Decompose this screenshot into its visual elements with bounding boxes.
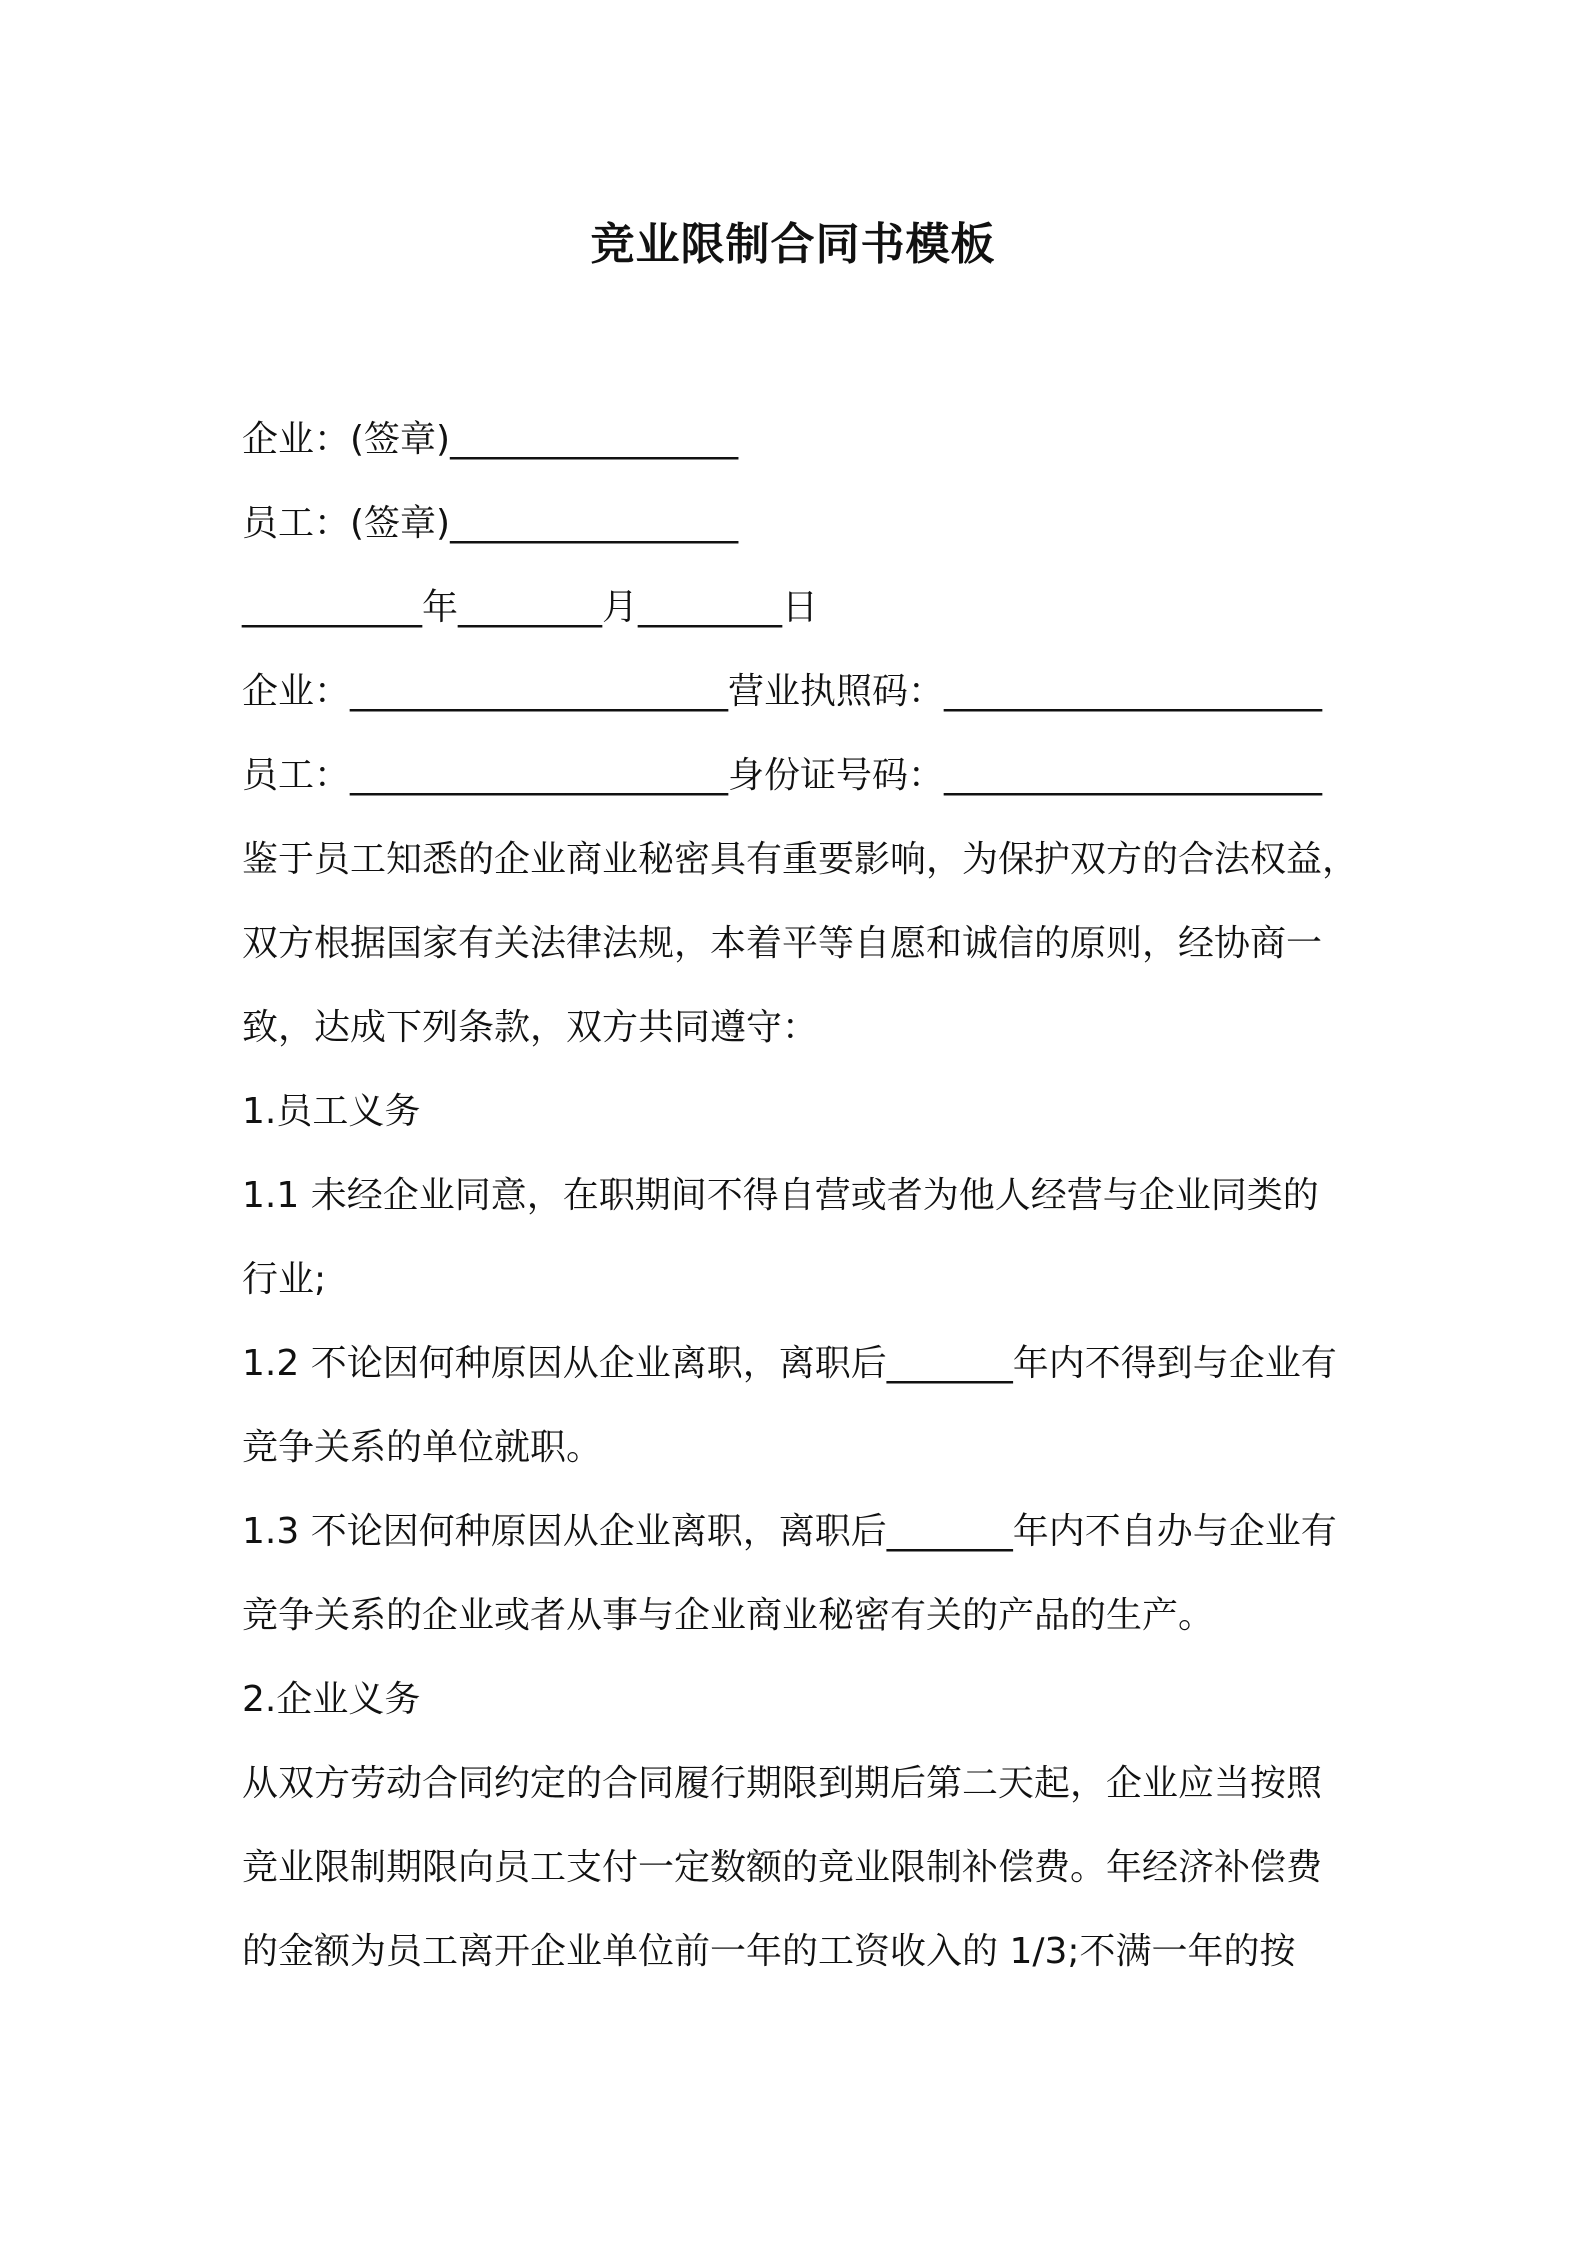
clause-1-2-line-1: 1.2 不论因何种原因从企业离职，离职后_______年内不得到与企业有 bbox=[242, 1343, 1337, 1384]
preamble-line-3: 致，达成下列条款，双方共同遵守： bbox=[242, 1007, 819, 1048]
clause-1-1-line-2: 行业; bbox=[242, 1259, 327, 1300]
document-title: 竞业限制合同书模板 bbox=[590, 219, 996, 270]
employee-signature-line: 员工：(签章)________________ bbox=[242, 503, 739, 544]
section-2-line-3: 的金额为员工离开企业单位前一年的工资收入的 1/3;不满一年的按 bbox=[242, 1931, 1296, 1972]
preamble-line-1: 鉴于员工知悉的企业商业秘密具有重要影响，为保护双方的合法权益， bbox=[242, 839, 1359, 880]
section-2-heading: 2.企业义务 bbox=[242, 1679, 421, 1720]
clause-1-3-line-1: 1.3 不论因何种原因从企业离职，离职后_______年内不自办与企业有 bbox=[242, 1511, 1337, 1552]
section-2-line-1: 从双方劳动合同约定的合同履行期限到期后第二天起，企业应当按照 bbox=[242, 1763, 1323, 1804]
clause-1-2-line-2: 竞争关系的单位就职。 bbox=[242, 1427, 603, 1468]
date-line: __________年________月________日 bbox=[242, 587, 818, 628]
clause-1-1-line-1: 1.1 未经企业同意，在职期间不得自营或者为他人经营与企业同类的 bbox=[242, 1175, 1319, 1216]
section-2-line-2: 竞业限制期限向员工支付一定数额的竞业限制补偿费。年经济补偿费 bbox=[242, 1847, 1323, 1888]
company-signature-line: 企业：(签章)________________ bbox=[242, 419, 739, 460]
clause-1-3-line-2: 竞争关系的企业或者从事与企业商业秘密有关的产品的生产。 bbox=[242, 1595, 1215, 1636]
company-license-line: 企业：_____________________营业执照码：_____________________ bbox=[242, 671, 1323, 712]
employee-id-line: 员工：_____________________身份证号码：_____________________ bbox=[242, 755, 1323, 796]
section-1-heading: 1.员工义务 bbox=[242, 1091, 421, 1132]
preamble-line-2: 双方根据国家有关法律法规，本着平等自愿和诚信的原则，经协商一 bbox=[242, 923, 1323, 964]
